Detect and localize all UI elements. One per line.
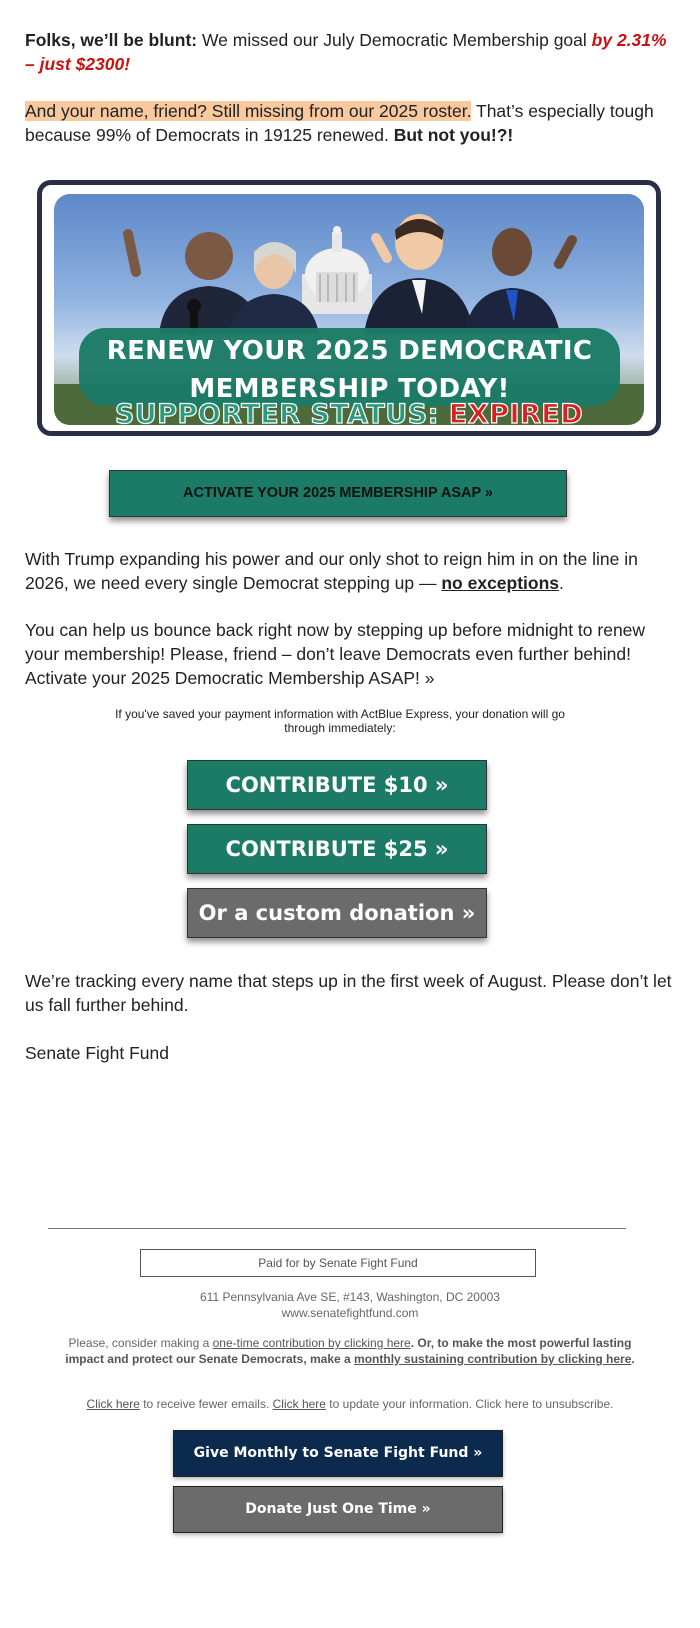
capitol-dome-icon [302, 226, 372, 314]
custom-donation-button[interactable]: Or a custom donation » [187, 888, 487, 938]
contribute-25-button[interactable]: CONTRIBUTE $25 » [187, 824, 487, 874]
trump-paragraph [25, 547, 675, 595]
trump-text: With Trump expanding his power and our only shot to reign him in on the line in 2026, we need every single Democrat stepping up — [25, 549, 638, 593]
fewer-emails-link[interactable]: Click here [86, 1397, 140, 1411]
hero-banner[interactable] [37, 180, 661, 436]
bounce-paragraph: You can help us bounce back right now by stepping up before midnight to renew your membership! Please, friend – don’t leave Democrats even further behind! Activate your 2025 Democratic Membership ASAP! » [25, 620, 646, 688]
consider-mid: . Or, to make the most powerful lasting impact and protect our Senate Democrats, make a [65, 1336, 632, 1366]
trump-end: . [559, 573, 564, 593]
give-monthly-button[interactable]: Give Monthly to Senate Fight Fund » [173, 1430, 503, 1477]
roster-highlight: And your name, friend? Still missing from our 2025 roster. [25, 101, 472, 121]
supporter-status-label: SUPPORTER STATUS: [114, 399, 440, 425]
activate-membership-button[interactable]: ACTIVATE YOUR 2025 MEMBERSHIP ASAP » [109, 470, 567, 517]
supporter-status [54, 400, 644, 425]
no-exceptions-text: no exceptions [441, 573, 560, 593]
tracking-paragraph: We’re tracking every name that steps up in the first week of August. Please don’t let us fall further behind. [25, 971, 672, 1015]
intro-goal-miss: by 2.31% – just $2300! [25, 30, 667, 74]
hero-title [79, 332, 620, 408]
contribute-10-button[interactable]: CONTRIBUTE $10 » [187, 760, 487, 810]
paid-for-box: Paid for by Senate Fight Fund [140, 1249, 536, 1277]
one-time-contribution-link[interactable]: one-time contribution by clicking here [212, 1336, 411, 1350]
hero-image[interactable] [54, 194, 644, 425]
footer-divider [48, 1228, 626, 1229]
person-figure-4 [464, 228, 572, 334]
intro-lead-bold: Folks, we’ll be blunt: [25, 30, 198, 50]
signature: Senate Fight Fund [25, 1043, 169, 1063]
actblue-express-note: If you've saved your payment information with ActBlue Express, your donation will go through immediately: [115, 707, 565, 735]
hero-title-line2: MEMBERSHIP TODAY! [189, 374, 510, 404]
update-info-link[interactable]: Click here [272, 1397, 326, 1411]
footer-address: 611 Pennsylvania Ave SE, #143, Washington, DC 20003 [200, 1290, 500, 1304]
intro-paragraph [25, 28, 675, 76]
fewer-emails-text: to receive fewer emails. [139, 1397, 273, 1411]
hero-title-line1: RENEW YOUR 2025 DEMOCRATIC [106, 336, 593, 366]
monthly-contribution-link[interactable]: monthly sustaining contribution by clicking here [354, 1352, 632, 1366]
supporter-status-value: EXPIRED [448, 399, 584, 425]
roster-text: That’s especially tough because 99% of Democrats in 19125 renewed. [25, 101, 654, 145]
person-figure-3 [364, 214, 474, 334]
consider-pre: Please, consider making a [68, 1336, 213, 1350]
donate-one-time-button[interactable]: Donate Just One Time » [173, 1486, 503, 1533]
footer-address-block [60, 1289, 640, 1321]
roster-paragraph [25, 99, 675, 147]
consider-end: . [631, 1352, 635, 1366]
footer-website: www.senatefightfund.com [281, 1306, 419, 1320]
update-info-text: to update your information. Click here to unsubscribe. [325, 1397, 614, 1411]
roster-bold: But not you!?! [393, 125, 514, 145]
footer-email-prefs [60, 1396, 640, 1412]
footer-consider-text [60, 1335, 640, 1367]
intro-lead-text: We missed our July Democratic Membership goal [197, 30, 592, 50]
